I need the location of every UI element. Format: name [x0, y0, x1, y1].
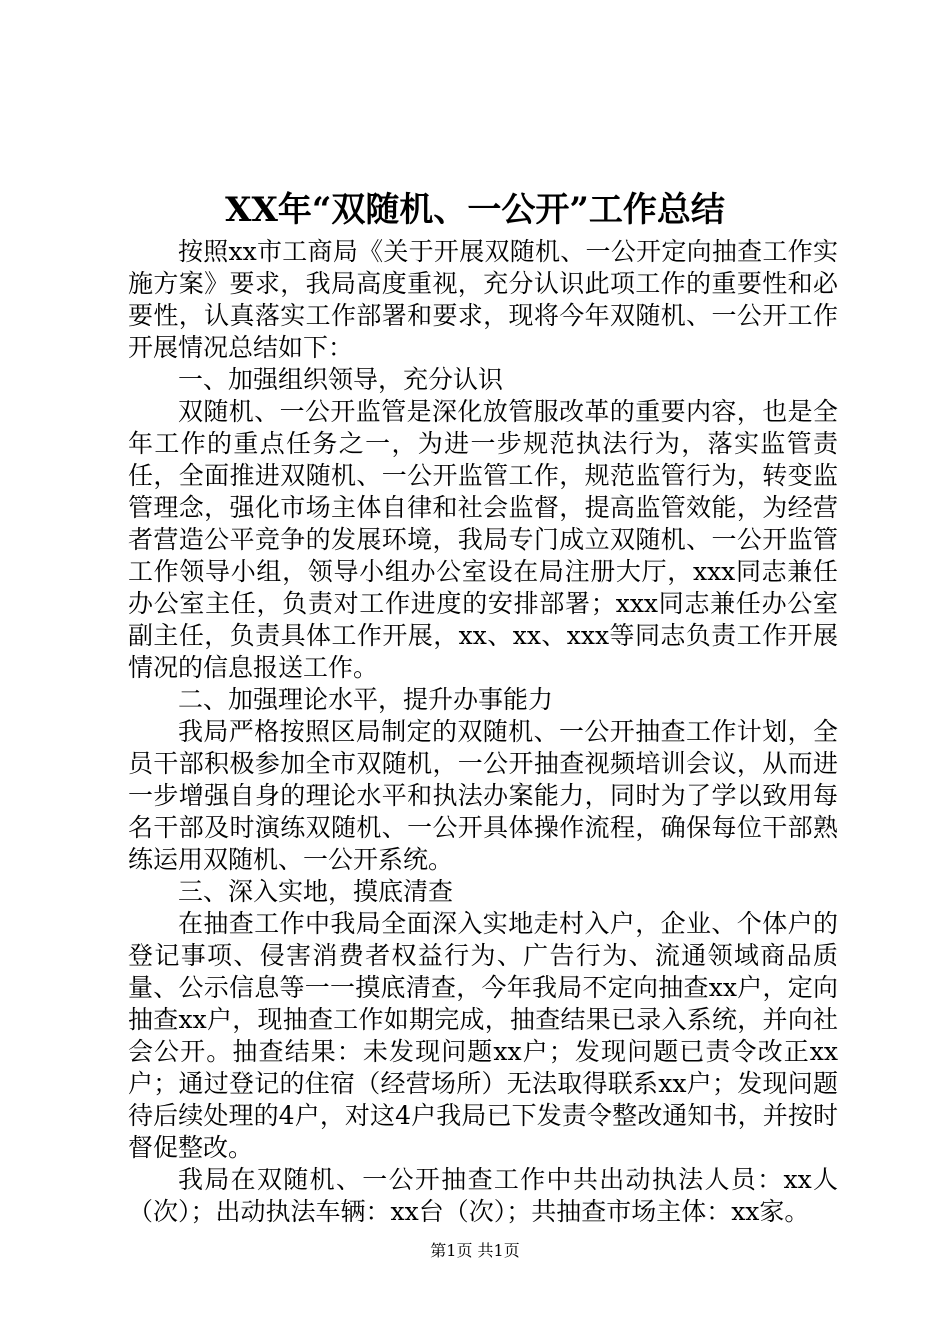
section-heading-1: 一、加强组织领导，充分认识 — [178, 365, 504, 394]
page-number-footer: 第1页 共1页 — [430, 1241, 520, 1260]
section-heading-3: 三、深入实地，摸底清查 — [178, 877, 454, 906]
document-body — [128, 236, 838, 1228]
paragraph-intro: 按照xx市工商局《关于开展双随机、一公开定向抽查工作实施方案》要求，我局高度重视，充分认识此项工作的重要性和必要性，认真落实工作部署和要求，现将今年双随机、一公开工作开展情况总结如下： — [128, 237, 838, 362]
paragraph-section-2: 我局严格按照区局制定的双随机、一公开抽查工作计划，全员干部积极参加全市双随机，一公开抽查视频培训会议，从而进一步增强自身的理论水平和执法办案能力，同时为了学以致用每名干部及时演练双随机、一公开具体操作流程，确保每位干部熟练运用双随机、一公开系统。 — [128, 717, 838, 874]
paragraph-section-3: 在抽查工作中我局全面深入实地走村入户，企业、个体户的登记事项、侵害消费者权益行为、广告行为、流通领域商品质量、公示信息等一一摸底清查，今年我局不定向抽查xx户，定向抽查xx户，现抽查工作如期完成，抽查结果已录入系统，并向社会公开。抽查结果：未发现问题xx户；发现问题已责令改正xx户；通过登记的住宿（经营场所）无法取得联系xx户；发现问题待后续处理的4户，对这4户我局已下发责令整改通知书，并按时督促整改。 — [128, 909, 838, 1162]
paragraph-section-1: 双随机、一公开监管是深化放管服改革的重要内容，也是全年工作的重点任务之一，为进一步规范执法行为，落实监管责任，全面推进双随机、一公开监管工作，规范监管行为，转变监管理念，强化市场主体自律和社会监督，提高监管效能，为经营者营造公平竞争的发展环境，我局专门成立双随机、一公开监管工作领导小组，领导小组办公室设在局注册大厅，xxx同志兼任办公室主任，负责对工作进度的安排部署；xxx同志兼任办公室副主任，负责具体工作开展，xx、xx、xxx等同志负责工作开展情况的信息报送工作。 — [128, 397, 838, 682]
paragraph-summary: 我局在双随机、一公开抽查工作中共出动执法人员：xx人（次）；出动执法车辆：xx台（次）；共抽查市场主体：xx家。 — [128, 1165, 838, 1226]
document-title: XX年“双随机、一公开”工作总结 — [225, 190, 725, 230]
section-heading-2: 二、加强理论水平，提升办事能力 — [178, 685, 554, 714]
